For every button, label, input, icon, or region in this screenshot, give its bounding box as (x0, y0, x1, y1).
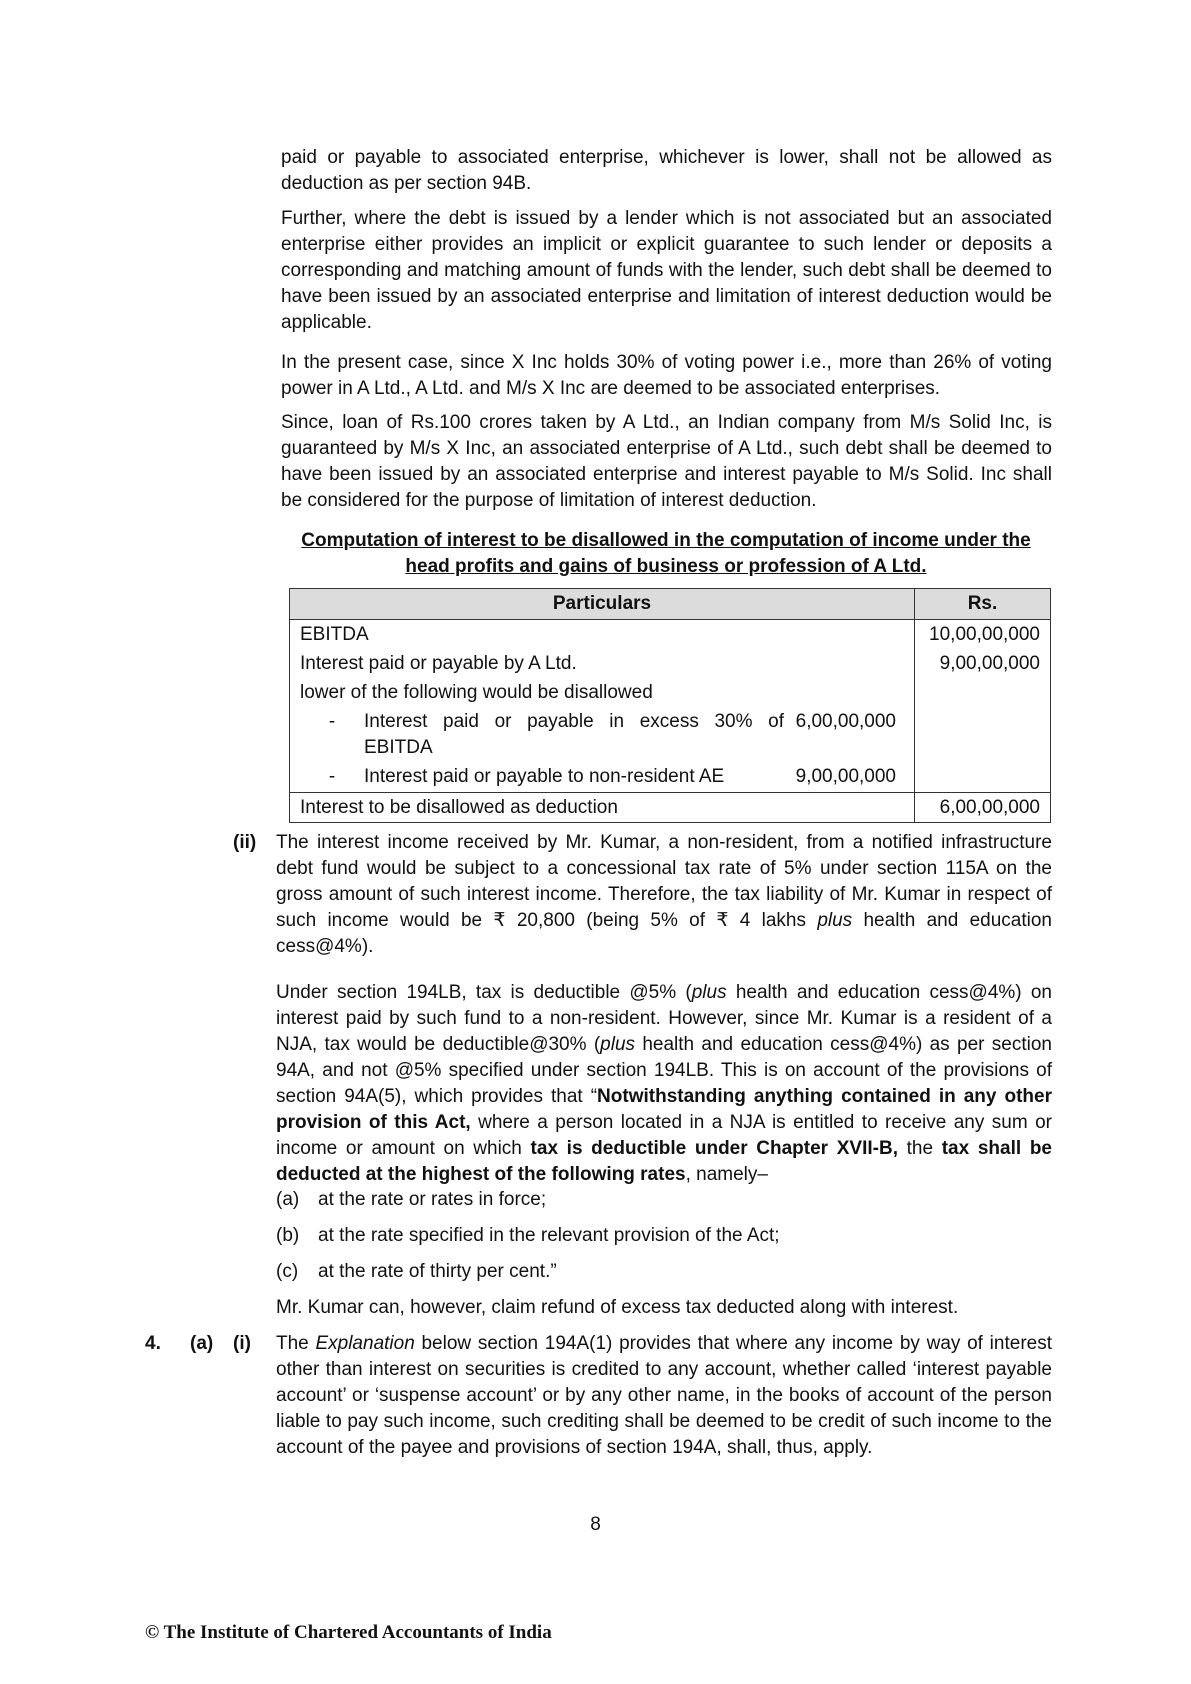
paragraph-refund: Mr. Kumar can, however, claim refund of excess tax deducted along with interest. (276, 1297, 959, 1318)
list-item-text: at the rate of thirty per cent.” (318, 1261, 557, 1282)
cell-amount: 10,00,00,000 (915, 620, 1051, 649)
text-run: Under section 194LB, tax is deductible @5% ( (276, 982, 692, 1003)
text-run: health and education cess@4%) on interest paid by such fund to a non-resident. However, since Mr. Kumar is a resident of a NJA, tax would be deductible@30% ( (276, 982, 1052, 1055)
table-row-lower (290, 677, 1051, 706)
text-run: where a person located in a NJA is entitled to receive any sum or income or amount on which (276, 1112, 1052, 1159)
cell-amount: 6,00,00,000 (915, 793, 1051, 823)
paragraph-section-94b: paid or payable to associated enterprise, whichever is lower, shall not be allowed as deduction as per section 94B. (281, 147, 1052, 194)
text-run-bold: tax shall be deducted at the highest of the following rates (276, 1138, 1052, 1185)
header-particulars: Particulars (290, 589, 915, 620)
paragraph-loan: Since, loan of Rs.100 crores taken by A Ltd., an Indian company from M/s Solid Inc, is guaranteed by M/s X Inc, an associated enterprise of A Ltd., such debt shall be deemed to have been issued by an associated enterprise and interest payable to M/s Solid. Inc shall be considered for the purpose of limitation of interest deduction. (281, 412, 1052, 511)
list-item-text: at the rate or rates in force; (318, 1189, 547, 1210)
cell-label: EBITDA (290, 620, 915, 649)
table-caption: Computation of interest to be disallowed in the computation of income under the head profits and gains of business or profession of A Ltd. (301, 530, 1031, 577)
paragraph-guarantee: Further, where the debt is issued by a lender which is not associated but an associated enterprise either provides an implicit or explicit guarantee to such lender or deposits a corresponding and matching amount of funds with the lender, such debt shall be deemed to have been issued by an associated enterprise and limitation of interest deduction would be applicable. (281, 208, 1052, 333)
sub-item-amount: 9,00,00,000 (795, 766, 896, 787)
sub-item-amount: 6,00,00,000 (795, 711, 896, 732)
table-row-interest (290, 648, 1051, 677)
text-run: health and education cess@4%). (276, 910, 1052, 957)
cell-amount: 9,00,00,000 (915, 648, 1051, 677)
text-run: , namely– (685, 1164, 768, 1185)
text-run: The interest income received by Mr. Kumar, a non-resident, from a notified infrastructure debt fund would be subject to a concessional tax rate of 5% under section 115A on the gross amount of such interest income. Therefore, the tax liability of Mr. Kumar in respect of such income would be ₹ 20,800 (being 5% of ₹ 4 lakhs (276, 832, 1052, 931)
text-run-bold: Notwithstanding anything contained in any other provision of this Act, (276, 1086, 1052, 1133)
paragraph-explanation-194a (276, 1331, 1052, 1461)
text-run-italic: plus (600, 1034, 636, 1055)
list-item-label: (b) (276, 1225, 300, 1246)
text-run: health and education cess@4%) as per section 94A, and not @5% specified under section 194LB. This is on account of the provisions of section 94A(5), which provides that “ (276, 1034, 1052, 1107)
text-run-bold: tax is deductible under Chapter XVII-B, (530, 1138, 898, 1159)
cell-label: lower of the following would be disallowed (290, 677, 915, 706)
cell-amount-empty (915, 706, 1051, 761)
list-item-label: (a) (276, 1189, 300, 1210)
section-ii-label: (ii) (233, 832, 257, 853)
bullet-dash: - (328, 766, 336, 787)
question-part: (a) (190, 1333, 214, 1354)
sub-item-label: Interest paid or payable in excess 30% of EBITDA (364, 711, 784, 758)
computation-table (289, 588, 1051, 823)
text-run-italic: plus (817, 910, 853, 931)
text-run: the (897, 1138, 942, 1159)
table-row-sub-nonresident (290, 761, 1051, 793)
table-row-total (290, 793, 1051, 823)
table-header-row (290, 589, 1051, 620)
text-run: below section 194A(1) provides that where any income by way of interest other than interest on securities is credited to any account, whether called ‘interest payable account’ or ‘suspense account’ or by any other name, in the books of account of the person liable to pay such income, such crediting shall be deemed to be credit of such income to the account of the payee and provisions of section 194A, shall, thus, apply. (276, 1333, 1052, 1458)
cell-amount-empty (915, 761, 1051, 793)
question-number: 4. (145, 1333, 161, 1354)
paragraph-associated: In the present case, since X Inc holds 30% of voting power i.e., more than 26% of voting power in A Ltd., A Ltd. and M/s X Inc are deemed to be associated enterprises. (281, 352, 1052, 399)
cell-label: Interest paid or payable by A Ltd. (290, 648, 915, 677)
question-subpart: (i) (233, 1333, 251, 1354)
cell-sub-item (290, 761, 915, 793)
table-row-sub-30pct (290, 706, 1051, 761)
table-row-ebitda (290, 620, 1051, 649)
page-number: 8 (590, 1514, 601, 1535)
footer-copyright: © The Institute of Chartered Accountants of India (145, 1622, 552, 1643)
bullet-dash: - (328, 711, 336, 732)
text-run-italic: plus (691, 982, 727, 1003)
paragraph-interest-income (276, 830, 1052, 960)
text-run: The (276, 1333, 316, 1354)
text-run-italic: Explanation (315, 1333, 415, 1354)
list-item-text: at the rate specified in the relevant provision of the Act; (318, 1225, 780, 1246)
cell-amount-empty (915, 677, 1051, 706)
sub-item-label: Interest paid or payable to non-resident AE (364, 766, 725, 787)
cell-sub-item (290, 706, 915, 761)
list-item-label: (c) (276, 1261, 299, 1282)
cell-label: Interest to be disallowed as deduction (290, 793, 915, 823)
header-amount: Rs. (915, 589, 1051, 620)
paragraph-section-194lb (276, 980, 1052, 1188)
